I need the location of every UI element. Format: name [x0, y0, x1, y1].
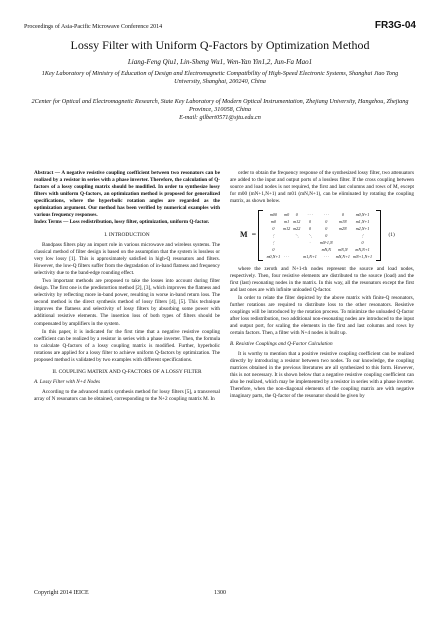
matrix-cell: 0: [295, 212, 298, 217]
matrix-row: [265, 211, 373, 218]
matrix-row: [265, 239, 373, 246]
matrix-cell: m0: [284, 212, 290, 217]
matrix-cell: m22: [293, 225, 301, 231]
matrix-cell: [282, 246, 292, 253]
matrix-cell: m2N: [338, 225, 347, 231]
matrix-cell: 0: [309, 218, 312, 224]
matrix-cell: m0: [270, 218, 276, 224]
affiliation-2-text: 2Center for Optical and Electromagnetic Research, State Key Laboratory of Modern Optical Instrumentation, Zhejiang University, Hangzhou, Zhejiang Province, 310058, China: [31, 98, 409, 113]
equals-sign: =: [251, 230, 257, 240]
matrix-row: [265, 218, 373, 225]
matrix-cell: ⋮: [271, 239, 276, 245]
matrix-cell: 0: [272, 246, 275, 252]
matrix-cell: [292, 253, 302, 260]
matrix-cell: mN,N: [321, 246, 332, 252]
matrix-cell: m1,N+1: [303, 253, 317, 259]
paper-title: Lossy Filter with Uniform Q-Factors by Optimization Method: [70, 38, 370, 52]
section-2-title: II. COUPLING MATRIX AND Q-FACTORS OF A LOSSY FILTER: [52, 368, 202, 375]
matrix-cell: [292, 239, 302, 246]
matrix-cell: mN,N+1: [335, 253, 350, 259]
abstract: Abstract — A negative resistive coupling coefficient between two resonators can be realized by a resistor in series with a phase inverter. Therefore, the calculation of Q-factors of a lossy coupling matrix should be modified. In order to synthesize lossy filters with uniform Q-factors, an optimization method is proposed for generalized specifications, where the hyperbolic rotation angles are regarded as the optimization argument. Our method has been verified by numerical examples with various frequency responses.: [34, 170, 220, 219]
right-paragraph-4: It is worthy to mention that a positive resistive coupling coefficient can be realized directly by introducing a resistor between two nodes. To our knowledge, the coupling matrices obtained in the previous literatures are all synthesized to this form. However, this is not necessary. It is shown below that a negative resistive coupling coefficient can also be realized, which may be implemented by a resistor in series with a phase inverter. Therefore, when the non-diagonal elements of the coupling matrix are with negative imaginary parts, the Q-factor of the resonator should be given by: [230, 350, 414, 399]
matrix-cell: m1: [284, 218, 290, 224]
coupling-matrix: [258, 211, 380, 260]
matrix-label: M: [240, 230, 248, 240]
matrix-cell: [282, 232, 292, 239]
proceedings-header: Proceedings of Asia-Pacific Microwave Conference 2014: [24, 24, 163, 30]
subsection-a-title: A. Lossy Filter with N+4 Nodes: [34, 379, 101, 386]
matrix-cell: ⋮: [360, 232, 365, 238]
matrix-cell: m1N: [338, 218, 347, 224]
matrix-cell: [334, 239, 351, 246]
coupling-matrix-equation: [240, 211, 414, 260]
matrix-cell: 0: [325, 218, 328, 224]
right-column: [230, 170, 414, 401]
matrix-cell: 0: [325, 225, 328, 231]
matrix-cell: 0: [309, 225, 312, 231]
left-column: [34, 170, 220, 404]
matrix-cell: [292, 246, 302, 253]
matrix-cell: m00: [269, 212, 277, 217]
matrix-cell: · · ·: [323, 253, 329, 259]
matrix-cell: ·: [309, 239, 311, 245]
matrix-row: [265, 232, 373, 239]
matrix-cell: ⋱: [294, 232, 299, 238]
matrix-cell: m0,N+1: [355, 212, 370, 217]
matrix-cell: · · ·: [307, 212, 313, 217]
matrix-cell: · · ·: [284, 253, 290, 259]
affiliation-2: [30, 98, 410, 121]
matrix-cell: [334, 232, 351, 239]
matrix-row: [265, 253, 373, 260]
section-1-paragraph-1: Bandpass filters play an import role in various microwave and wireless systems. The classical method of filter design is based on the assumption that the system is lossless or very low lossy [1]. This is approximately satisfied in high-Q resonators and filters. However, the low-Q filters suffer from the degradation of in-band flatness and frequency selectivity due to the band-edge rounding effect.: [34, 241, 220, 277]
section-1-paragraph-3: In this paper, it is indicated for the first time that a negative resistive coupling coefficient can be realized by a resistor in series with a phase inverter. Then, the formula to calculate Q-factors of a lossy coupling matrix is modified. Further, hyperbolic rotations are applied for a lossy filter to achieve uniform Q-factors by optimization. The proposed method is validated by two examples with different specifications.: [34, 328, 220, 363]
matrix-cell: 0: [272, 225, 275, 231]
matrix-cell: ⋱: [308, 232, 313, 238]
matrix-cell: m1,N+1: [355, 218, 370, 224]
matrix-cell: mN,N: [338, 246, 348, 252]
matrix-cell: mN,N+1: [355, 246, 370, 252]
matrix-cell: 0: [361, 239, 364, 245]
subsection-b-title: B. Resistive Couplings and Q-Factor Calculation: [230, 340, 333, 347]
section-1-title: I. INTRODUCTION: [104, 231, 150, 238]
authors: Liang-Feng Qiu1, Lin-Sheng Wu1, Wen-Yan Yin1,2, Jun-Fa Mao1: [127, 58, 313, 66]
matrix-cell: · · ·: [323, 212, 329, 217]
matrix-cell: m0,N+1: [266, 253, 281, 259]
right-paragraph-2: where the zeroth and N+1-th nodes represent the source and load nodes, respectively. Then, four resistive elements are distributed to the source (load) and the first (last) resonating nodes in the matrix. In this way, all the resonators except the first and last ones are with infinite unloaded Q-factor.: [230, 265, 414, 294]
matrix-row: [265, 225, 373, 232]
matrix-row: [265, 246, 373, 253]
coupling-matrix-table: [265, 211, 373, 260]
matrix-cell: m12: [283, 225, 291, 231]
matrix-cell: m2,N+1: [355, 225, 370, 231]
right-paragraph-3: In order to relate the filter depicted by the above matrix with finite-Q resonators, further rotations are required to distribute loss to the other resonators. Resistive couplings will be introduced by the rotation process. To minimize the unloaded Q-factor after loss redistribution, two additional non-resonating nodes are introduced to the input and output port, for scaling the elements in the first and last columns and rows by certain factors. Then, a filter with N+4 nodes is built up.: [230, 295, 414, 337]
matrix-cell: [282, 239, 292, 246]
matrix-cell: [302, 246, 319, 253]
matrix-cell: 0: [325, 232, 328, 238]
section-2-paragraph-1: According to the advanced matrix synthesis method for lossy filters [5], a transversal array of N resonators can be obtained, corresponding to the N+2 coupling matrix M. In: [34, 389, 220, 403]
email-address: E-mail: gilbert0571@sjtu.edu.cn: [179, 113, 261, 121]
index-terms: Index Terms — Loss redistribution, lossy filter, optimization, uniform Q-factor.: [34, 219, 210, 226]
paper-code: FR3G-04: [374, 20, 416, 31]
matrix-cell: mN+1,N+1: [352, 253, 373, 259]
affiliation-1: 1Key Laboratory of Ministry of Education of Design and Electromagnetic Compatibility of High-Speed Electronic Systems, Shanghai Jiao Tong University, Shanghai, 200240, China: [41, 70, 399, 85]
matrix-cell: m12: [293, 218, 301, 224]
matrix-cell: mN-1,N: [319, 239, 333, 245]
section-1-paragraph-2: Two important methods are proposed to take the losses into account during filter design. The first one is the predistortion method [2], [3], which improves the flatness and selectivity by reflecting more in-band power, resulting in worse in-band return loss. The second method is the direct synthesis method of lossy filters [4], [5]. This technique improves the flatness and selectivity of lossy filters by absorbing some power with additional resistive elements. The insertion loss of both types of filters should be compensated by amplifiers in the system.: [34, 278, 220, 327]
equation-number: (1): [388, 231, 395, 238]
matrix-cell: 0: [341, 212, 344, 217]
copyright: Copyright 2014 IEICE: [34, 590, 89, 596]
right-paragraph-1: order to obtain the frequency response of the synthesized lossy filter, two attenuators are added to the input and output ports of a lossless filter. If the cross coupling between source and load nodes is not required, the first and last columns and rows of M, except for m00 (mN+1,N+1) and m01 (mN,N+1), can be eliminated by rotating the coupling matrix, as shown below.: [230, 170, 414, 205]
page-number: 1300: [214, 590, 226, 596]
matrix-cell: ⋮: [271, 232, 276, 238]
